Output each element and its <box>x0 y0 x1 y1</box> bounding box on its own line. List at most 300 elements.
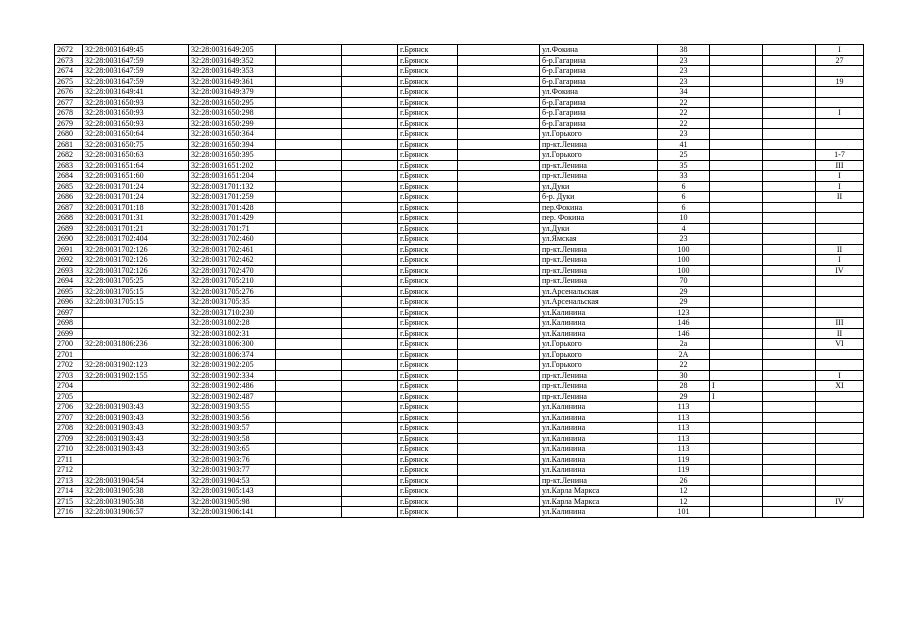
table-row <box>55 391 864 402</box>
cell-column-4 <box>276 66 342 77</box>
table-row <box>55 360 864 371</box>
cell-city: г.Брянск <box>398 55 458 66</box>
cell-street: ул.Арсенальская <box>540 286 658 297</box>
cell-row-number: 2679 <box>55 118 83 129</box>
cell-street: б-р.Гагарина <box>540 118 658 129</box>
cell-column-5 <box>342 349 398 360</box>
cell-building-flag <box>710 307 763 318</box>
cell-object-cadastral-number: 32:28:0031802:28 <box>189 318 276 329</box>
cell-part-number <box>816 66 864 77</box>
cell-house-number: 26 <box>658 475 710 486</box>
cell-land-cadastral-number <box>83 465 189 476</box>
cell-column-5 <box>342 286 398 297</box>
cell-street: б-р.Гагарина <box>540 76 658 87</box>
cell-part-number <box>816 412 864 423</box>
cell-building-flag <box>710 244 763 255</box>
cell-column-7 <box>458 45 540 56</box>
cell-land-cadastral-number: 32:28:0031705:15 <box>83 286 189 297</box>
cell-column-7 <box>458 202 540 213</box>
cell-land-cadastral-number: 32:28:0031649:41 <box>83 87 189 98</box>
cell-house-number: 6 <box>658 181 710 192</box>
cell-object-cadastral-number: 32:28:0031902:486 <box>189 381 276 392</box>
cell-land-cadastral-number: 32:28:0031905:38 <box>83 486 189 497</box>
cell-object-cadastral-number: 32:28:0031906:141 <box>189 507 276 518</box>
cell-city: г.Брянск <box>398 297 458 308</box>
cell-street: ул.Калинина <box>540 433 658 444</box>
cell-land-cadastral-number <box>83 349 189 360</box>
cell-column-4 <box>276 139 342 150</box>
cell-land-cadastral-number: 32:28:0031650:93 <box>83 108 189 119</box>
cell-land-cadastral-number: 32:28:0031903:43 <box>83 433 189 444</box>
cell-column-11 <box>763 45 816 56</box>
cell-street: пр-кт.Ленина <box>540 370 658 381</box>
cell-column-5 <box>342 76 398 87</box>
cell-object-cadastral-number: 32:28:0031650:295 <box>189 97 276 108</box>
cell-object-cadastral-number: 32:28:0031702:460 <box>189 234 276 245</box>
cell-street: ул.Горького <box>540 129 658 140</box>
table-row <box>55 433 864 444</box>
cell-part-number: 27 <box>816 55 864 66</box>
cell-land-cadastral-number: 32:28:0031904:54 <box>83 475 189 486</box>
cell-part-number <box>816 454 864 465</box>
cell-column-7 <box>458 507 540 518</box>
cell-building-flag <box>710 444 763 455</box>
cell-building-flag <box>710 276 763 287</box>
cell-column-7 <box>458 286 540 297</box>
cell-column-5 <box>342 496 398 507</box>
cell-city: г.Брянск <box>398 213 458 224</box>
cell-column-7 <box>458 349 540 360</box>
cell-row-number: 2697 <box>55 307 83 318</box>
cell-column-11 <box>763 381 816 392</box>
cell-column-7 <box>458 171 540 182</box>
cell-building-flag <box>710 318 763 329</box>
cell-column-7 <box>458 370 540 381</box>
cell-column-5 <box>342 150 398 161</box>
table-row <box>55 171 864 182</box>
cell-row-number: 2687 <box>55 202 83 213</box>
cell-street: ул.Горького <box>540 339 658 350</box>
cell-street: ул.Карла Маркса <box>540 496 658 507</box>
cell-house-number: 23 <box>658 129 710 140</box>
cell-part-number: III <box>816 160 864 171</box>
table-row <box>55 454 864 465</box>
cell-city: г.Брянск <box>398 381 458 392</box>
cell-city: г.Брянск <box>398 255 458 266</box>
cell-city: г.Брянск <box>398 150 458 161</box>
cell-object-cadastral-number: 32:28:0031701:429 <box>189 213 276 224</box>
table-row <box>55 339 864 350</box>
cell-land-cadastral-number: 32:28:0031701:24 <box>83 192 189 203</box>
cell-city: г.Брянск <box>398 244 458 255</box>
cell-land-cadastral-number: 32:28:0031702:126 <box>83 244 189 255</box>
cell-column-7 <box>458 454 540 465</box>
cell-part-number: I <box>816 108 864 119</box>
cell-part-number <box>816 139 864 150</box>
cell-city: г.Брянск <box>398 370 458 381</box>
cell-column-7 <box>458 97 540 108</box>
cell-object-cadastral-number: 32:28:0031702:462 <box>189 255 276 266</box>
cell-column-4 <box>276 171 342 182</box>
cell-object-cadastral-number: 32:28:0031903:58 <box>189 433 276 444</box>
cell-column-5 <box>342 507 398 518</box>
cell-object-cadastral-number: 32:28:0031705:35 <box>189 297 276 308</box>
cell-city: г.Брянск <box>398 391 458 402</box>
cell-row-number: 2696 <box>55 297 83 308</box>
cell-column-4 <box>276 360 342 371</box>
cell-house-number: 29 <box>658 391 710 402</box>
cell-building-flag <box>710 160 763 171</box>
cell-column-4 <box>276 402 342 413</box>
cell-row-number: 2701 <box>55 349 83 360</box>
cell-object-cadastral-number: 32:28:0031650:395 <box>189 150 276 161</box>
cell-part-number: II <box>816 192 864 203</box>
cell-column-5 <box>342 108 398 119</box>
cell-land-cadastral-number: 32:28:0031905:38 <box>83 496 189 507</box>
cell-land-cadastral-number <box>83 454 189 465</box>
cell-street: ул.Калинина <box>540 402 658 413</box>
cell-column-4 <box>276 370 342 381</box>
cell-column-5 <box>342 181 398 192</box>
cell-building-flag <box>710 423 763 434</box>
cell-building-flag <box>710 66 763 77</box>
cell-row-number: 2694 <box>55 276 83 287</box>
cell-object-cadastral-number: 32:28:0031903:77 <box>189 465 276 476</box>
cell-street: пр-кт.Ленина <box>540 265 658 276</box>
cell-part-number <box>816 475 864 486</box>
cell-part-number <box>816 349 864 360</box>
cell-column-11 <box>763 360 816 371</box>
cell-city: г.Брянск <box>398 496 458 507</box>
cell-house-number: 113 <box>658 423 710 434</box>
table-row <box>55 234 864 245</box>
cell-street: ул.Калинина <box>540 412 658 423</box>
table-row <box>55 150 864 161</box>
cell-column-4 <box>276 339 342 350</box>
table-row <box>55 97 864 108</box>
cell-land-cadastral-number: 32:28:0031705:15 <box>83 297 189 308</box>
cell-column-5 <box>342 381 398 392</box>
cell-part-number: VI <box>816 339 864 350</box>
cell-land-cadastral-number: 32:28:0031903:43 <box>83 423 189 434</box>
cell-house-number: 22 <box>658 108 710 119</box>
cell-house-number: 146 <box>658 318 710 329</box>
cell-house-number: 38 <box>658 45 710 56</box>
cell-land-cadastral-number: 32:28:0031906:57 <box>83 507 189 518</box>
cell-column-5 <box>342 297 398 308</box>
cell-house-number: 23 <box>658 234 710 245</box>
cell-land-cadastral-number: 32:28:0031649:45 <box>83 45 189 56</box>
cell-column-11 <box>763 265 816 276</box>
cell-street: пр-кт.Ленина <box>540 139 658 150</box>
cell-street: ул.Дуки <box>540 181 658 192</box>
cell-house-number: 23 <box>658 66 710 77</box>
cell-column-11 <box>763 339 816 350</box>
cell-city: г.Брянск <box>398 423 458 434</box>
cell-land-cadastral-number: 32:28:0031702:404 <box>83 234 189 245</box>
cell-column-7 <box>458 255 540 266</box>
table-row <box>55 244 864 255</box>
cell-land-cadastral-number: 32:28:0031903:43 <box>83 444 189 455</box>
cell-column-11 <box>763 76 816 87</box>
cell-column-5 <box>342 234 398 245</box>
cell-column-7 <box>458 465 540 476</box>
cell-building-flag <box>710 475 763 486</box>
cell-house-number: 12 <box>658 486 710 497</box>
cell-building-flag <box>710 76 763 87</box>
cell-column-4 <box>276 87 342 98</box>
cell-part-number: 1-7 <box>816 150 864 161</box>
cell-column-11 <box>763 328 816 339</box>
cell-street: ул.Калинина <box>540 454 658 465</box>
cell-city: г.Брянск <box>398 507 458 518</box>
cell-land-cadastral-number: 32:28:0031705:25 <box>83 276 189 287</box>
cell-house-number: 12 <box>658 496 710 507</box>
table-row <box>55 328 864 339</box>
cell-row-number: 2678 <box>55 108 83 119</box>
cell-object-cadastral-number: 32:28:0031649:379 <box>189 87 276 98</box>
cell-object-cadastral-number: 32:28:0031651:204 <box>189 171 276 182</box>
cell-object-cadastral-number: 32:28:0031650:299 <box>189 118 276 129</box>
cell-street: б-р.Гагарина <box>540 108 658 119</box>
cell-building-flag <box>710 496 763 507</box>
cell-column-7 <box>458 139 540 150</box>
cell-house-number: 25 <box>658 150 710 161</box>
table-row <box>55 412 864 423</box>
cell-part-number <box>816 507 864 518</box>
cell-house-number: 6 <box>658 192 710 203</box>
cell-land-cadastral-number: 32:28:0031903:43 <box>83 412 189 423</box>
cell-building-flag <box>710 181 763 192</box>
cell-column-4 <box>276 213 342 224</box>
cell-object-cadastral-number: 32:28:0031905:143 <box>189 486 276 497</box>
cell-building-flag: I <box>710 381 763 392</box>
cell-street: пр-кт.Ленина <box>540 171 658 182</box>
table-row <box>55 213 864 224</box>
cell-city: г.Брянск <box>398 192 458 203</box>
cell-city: г.Брянск <box>398 307 458 318</box>
cell-object-cadastral-number: 32:28:0031903:76 <box>189 454 276 465</box>
cell-column-11 <box>763 87 816 98</box>
cell-column-5 <box>342 202 398 213</box>
cell-column-11 <box>763 255 816 266</box>
cell-row-number: 2699 <box>55 328 83 339</box>
cell-building-flag: I <box>710 391 763 402</box>
cell-building-flag <box>710 297 763 308</box>
cell-city: г.Брянск <box>398 66 458 77</box>
cell-part-number <box>816 360 864 371</box>
cell-land-cadastral-number <box>83 318 189 329</box>
cell-row-number: 2681 <box>55 139 83 150</box>
cell-row-number: 2685 <box>55 181 83 192</box>
cell-city: г.Брянск <box>398 465 458 476</box>
table-row <box>55 297 864 308</box>
cell-street: ул.Калинина <box>540 507 658 518</box>
cell-object-cadastral-number: 32:28:0031649:205 <box>189 45 276 56</box>
cell-street: ул.Калинина <box>540 465 658 476</box>
cell-column-5 <box>342 465 398 476</box>
cell-column-4 <box>276 118 342 129</box>
cell-city: г.Брянск <box>398 328 458 339</box>
cell-land-cadastral-number <box>83 328 189 339</box>
table-row <box>55 181 864 192</box>
table-row <box>55 66 864 77</box>
cell-object-cadastral-number: 32:28:0031903:57 <box>189 423 276 434</box>
table-row <box>55 507 864 518</box>
cell-column-11 <box>763 276 816 287</box>
cell-column-5 <box>342 171 398 182</box>
cell-street: пр-кт.Ленина <box>540 160 658 171</box>
cell-column-7 <box>458 496 540 507</box>
cell-column-11 <box>763 192 816 203</box>
cell-column-11 <box>763 370 816 381</box>
cell-building-flag <box>710 150 763 161</box>
registry-table <box>54 44 864 518</box>
cell-building-flag <box>710 507 763 518</box>
cell-city: г.Брянск <box>398 286 458 297</box>
cell-object-cadastral-number: 32:28:0031650:364 <box>189 129 276 140</box>
cell-street: б-р. Дуки <box>540 192 658 203</box>
cell-column-4 <box>276 244 342 255</box>
cell-part-number <box>816 234 864 245</box>
cell-house-number: 113 <box>658 402 710 413</box>
cell-column-11 <box>763 318 816 329</box>
cell-land-cadastral-number: 32:28:0031903:43 <box>83 402 189 413</box>
cell-part-number <box>816 97 864 108</box>
cell-column-11 <box>763 402 816 413</box>
cell-row-number: 2680 <box>55 129 83 140</box>
table-row <box>55 276 864 287</box>
cell-column-5 <box>342 66 398 77</box>
cell-object-cadastral-number: 32:28:0031902:334 <box>189 370 276 381</box>
table-row <box>55 192 864 203</box>
cell-land-cadastral-number: 32:28:0031806:236 <box>83 339 189 350</box>
cell-column-7 <box>458 339 540 350</box>
cell-building-flag <box>710 370 763 381</box>
cell-column-11 <box>763 286 816 297</box>
cell-object-cadastral-number: 32:28:0031903:55 <box>189 402 276 413</box>
cell-house-number: 101 <box>658 507 710 518</box>
cell-row-number: 2707 <box>55 412 83 423</box>
table-row <box>55 129 864 140</box>
cell-part-number: IV <box>816 265 864 276</box>
cell-part-number: XI <box>816 381 864 392</box>
cell-city: г.Брянск <box>398 433 458 444</box>
table-row <box>55 496 864 507</box>
cell-street: ул.Фокина <box>540 87 658 98</box>
cell-building-flag <box>710 486 763 497</box>
cell-object-cadastral-number: 32:28:0031903:56 <box>189 412 276 423</box>
cell-column-4 <box>276 192 342 203</box>
cell-house-number: 33 <box>658 171 710 182</box>
cell-column-7 <box>458 66 540 77</box>
cell-city: г.Брянск <box>398 234 458 245</box>
cell-column-7 <box>458 412 540 423</box>
table-row <box>55 139 864 150</box>
cell-row-number: 2676 <box>55 87 83 98</box>
cell-row-number: 2714 <box>55 486 83 497</box>
cell-column-4 <box>276 55 342 66</box>
cell-part-number: II <box>816 328 864 339</box>
cell-column-4 <box>276 160 342 171</box>
cell-column-7 <box>458 160 540 171</box>
cell-column-11 <box>763 433 816 444</box>
cell-column-11 <box>763 507 816 518</box>
cell-row-number: 2711 <box>55 454 83 465</box>
cell-row-number: 2672 <box>55 45 83 56</box>
cell-street: б-р.Гагарина <box>540 66 658 77</box>
cell-street: ул.Карла Маркса <box>540 486 658 497</box>
cell-part-number: I <box>816 181 864 192</box>
cell-object-cadastral-number: 32:28:0031701:71 <box>189 223 276 234</box>
cell-row-number: 2695 <box>55 286 83 297</box>
cell-column-7 <box>458 391 540 402</box>
cell-object-cadastral-number: 32:28:0031649:352 <box>189 55 276 66</box>
cell-column-4 <box>276 202 342 213</box>
cell-part-number <box>816 465 864 476</box>
cell-part-number <box>816 307 864 318</box>
cell-building-flag <box>710 465 763 476</box>
cell-city: г.Брянск <box>398 223 458 234</box>
cell-column-4 <box>276 507 342 518</box>
cell-part-number <box>816 433 864 444</box>
cell-house-number: 29 <box>658 297 710 308</box>
cell-column-5 <box>342 423 398 434</box>
cell-city: г.Брянск <box>398 349 458 360</box>
cell-house-number: 23 <box>658 55 710 66</box>
cell-object-cadastral-number: 32:28:0031650:298 <box>189 108 276 119</box>
cell-building-flag <box>710 223 763 234</box>
cell-part-number <box>816 423 864 434</box>
cell-column-4 <box>276 349 342 360</box>
cell-column-11 <box>763 129 816 140</box>
cell-column-11 <box>763 297 816 308</box>
cell-column-7 <box>458 213 540 224</box>
cell-building-flag <box>710 412 763 423</box>
cell-city: г.Брянск <box>398 118 458 129</box>
cell-column-5 <box>342 360 398 371</box>
cell-column-11 <box>763 181 816 192</box>
cell-column-4 <box>276 234 342 245</box>
cell-building-flag <box>710 87 763 98</box>
cell-column-11 <box>763 118 816 129</box>
cell-house-number: 41 <box>658 139 710 150</box>
cell-building-flag <box>710 360 763 371</box>
cell-city: г.Брянск <box>398 412 458 423</box>
cell-column-5 <box>342 255 398 266</box>
cell-object-cadastral-number: 32:28:0031705:276 <box>189 286 276 297</box>
cell-column-11 <box>763 213 816 224</box>
cell-column-5 <box>342 433 398 444</box>
cell-street: пр-кт.Ленина <box>540 276 658 287</box>
cell-street: пер. Фокина <box>540 213 658 224</box>
cell-row-number: 2682 <box>55 150 83 161</box>
cell-street: пр-кт.Ленина <box>540 391 658 402</box>
cell-street: ул.Калинина <box>540 307 658 318</box>
cell-column-7 <box>458 381 540 392</box>
cell-street: ул.Горького <box>540 150 658 161</box>
cell-street: ул.Горького <box>540 349 658 360</box>
cell-land-cadastral-number: 32:28:0031647:59 <box>83 76 189 87</box>
cell-row-number: 2689 <box>55 223 83 234</box>
table-row <box>55 76 864 87</box>
cell-row-number: 2691 <box>55 244 83 255</box>
cell-column-5 <box>342 475 398 486</box>
cell-column-7 <box>458 444 540 455</box>
cell-part-number: I <box>816 171 864 182</box>
cell-row-number: 2693 <box>55 265 83 276</box>
cell-column-11 <box>763 97 816 108</box>
